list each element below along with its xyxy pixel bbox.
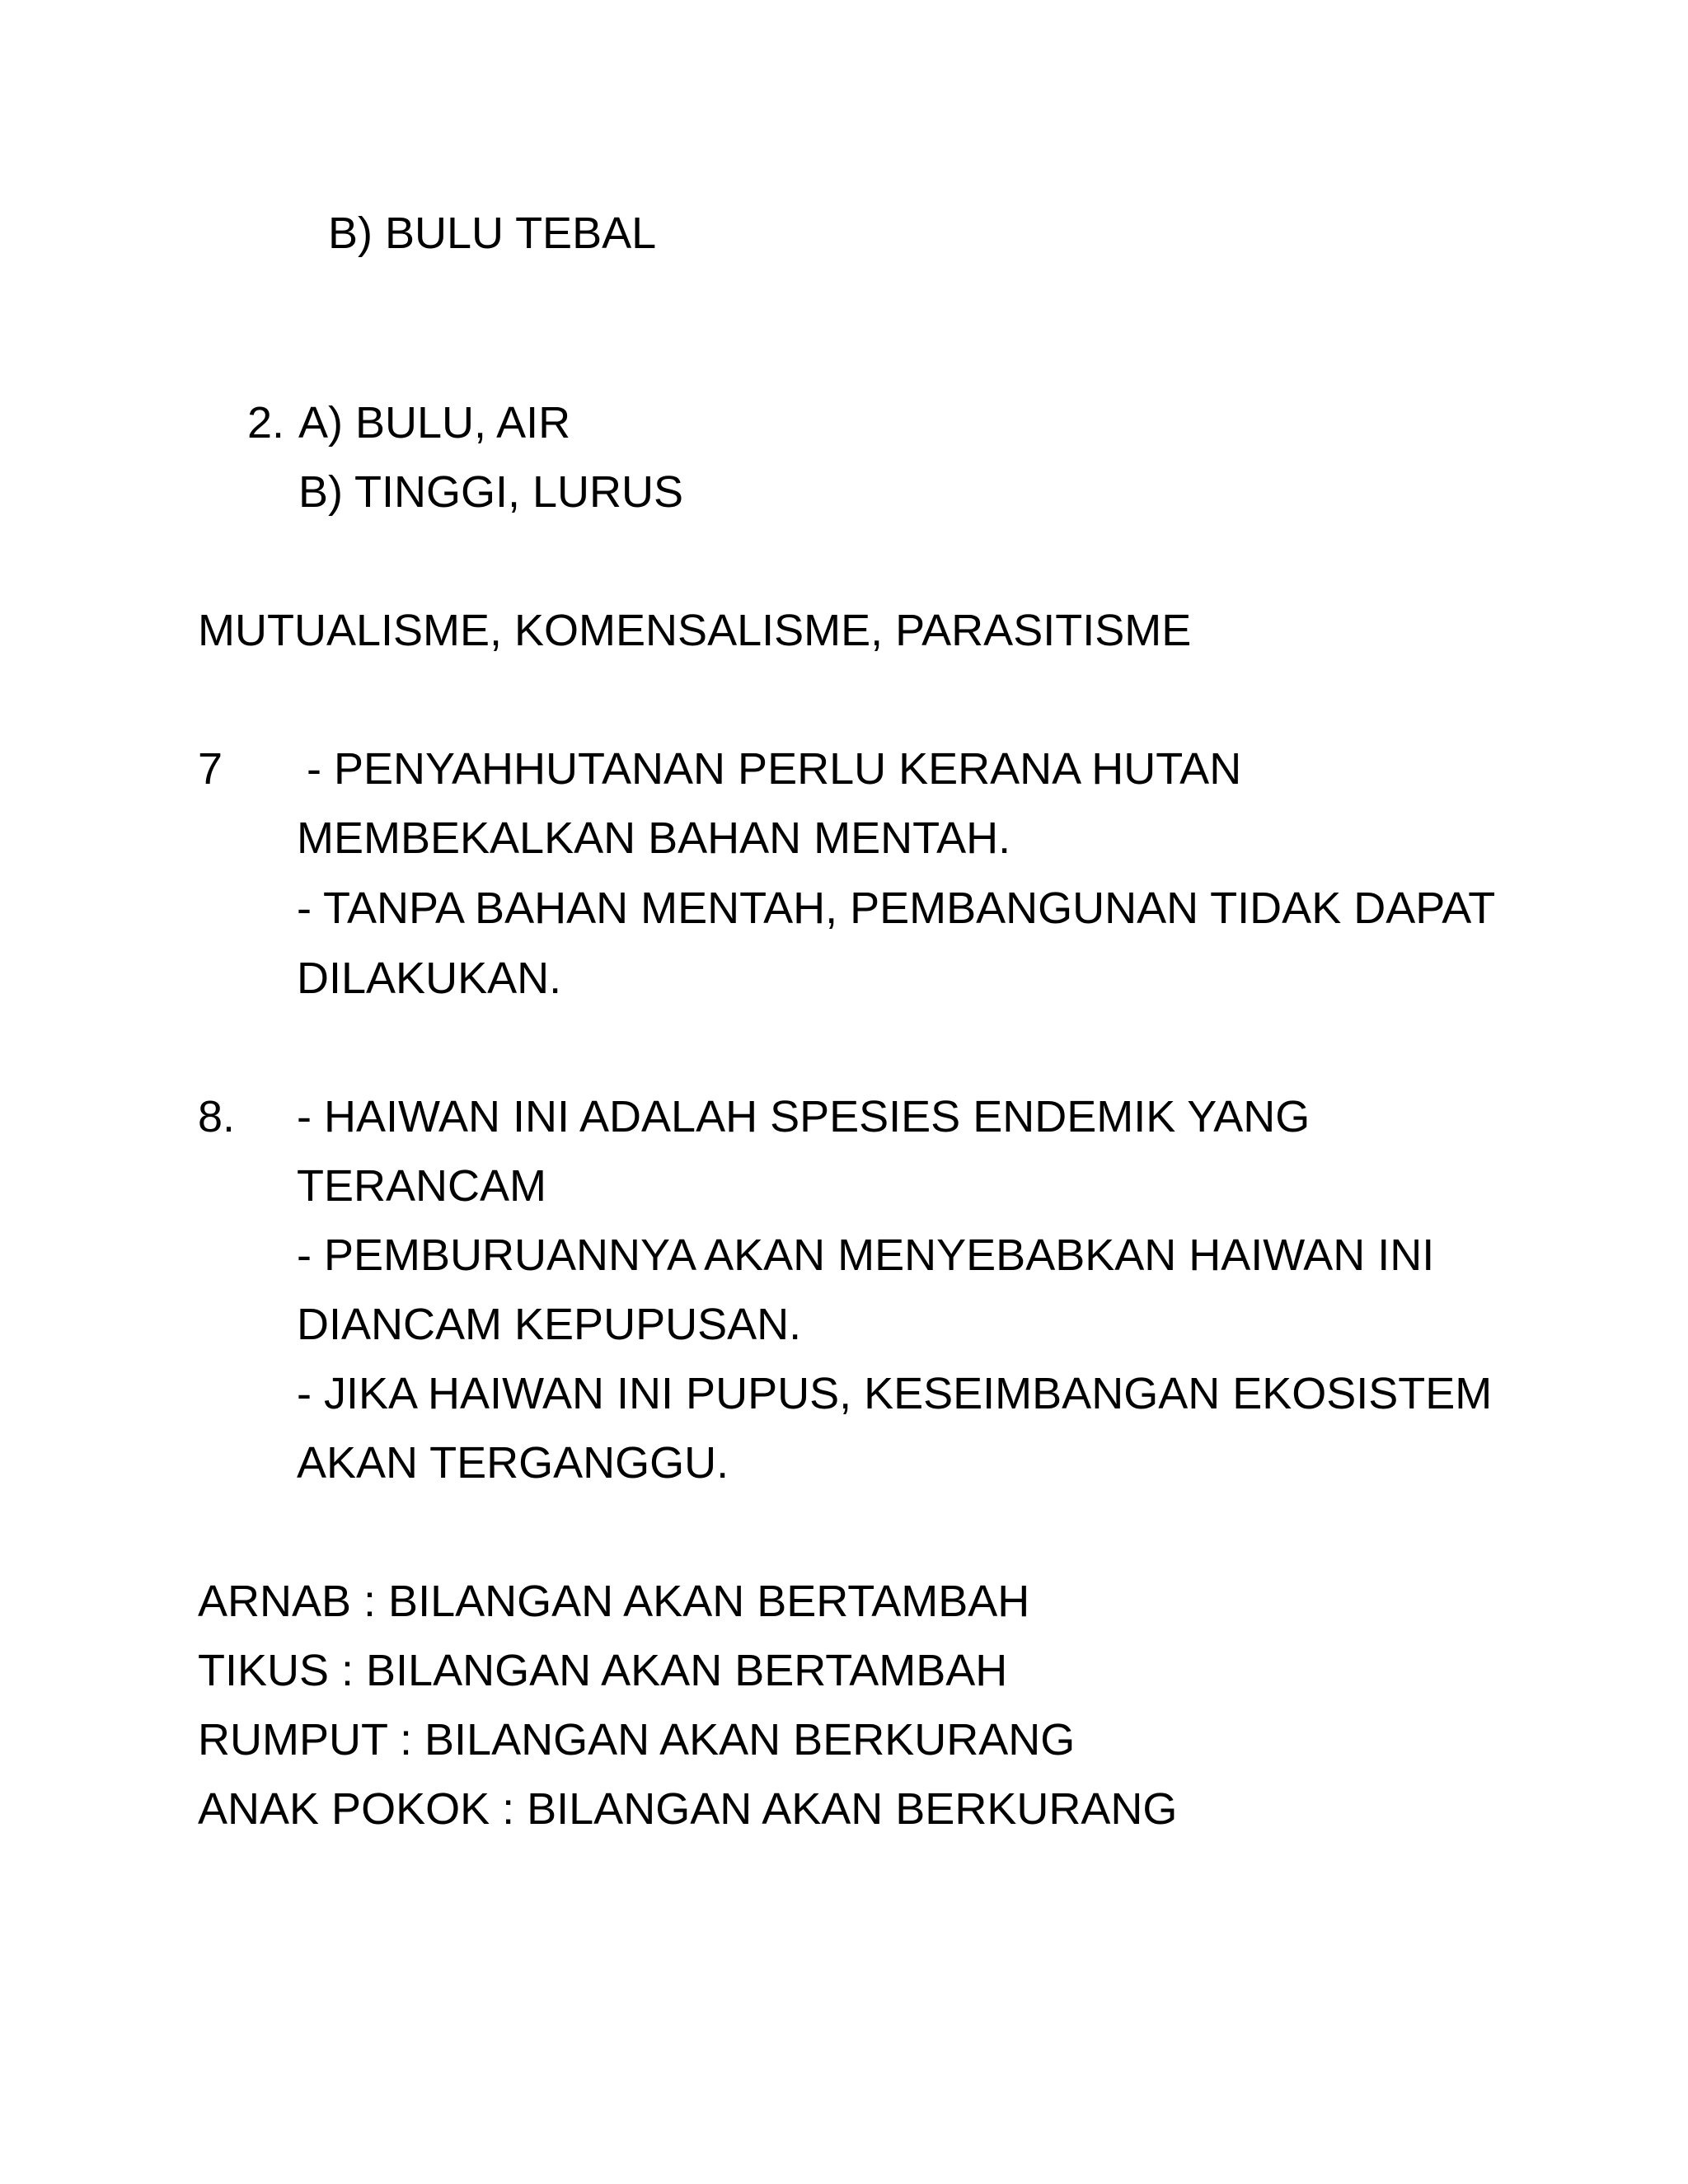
answer-8-line-6: AKAN TERGANGGU. [297,1438,729,1488]
answer-8-line-4: DIANCAM KEPUPUSAN. [297,1300,802,1349]
answer-7-line-2: MEMBEKALKAN BAHAN MENTAH. [297,813,1011,863]
answer-8-number: 8. [198,1092,236,1141]
answer-8-line-1: - HAIWAN INI ADALAH SPESIES ENDEMIK YANG [297,1092,1311,1141]
answer-2a: A) BULU, AIR [298,398,571,448]
answer-7-line-1: - PENYAHHUTANAN PERLU KERANA HUTAN [307,744,1242,794]
answer-interactions: MUTUALISME, KOMENSALISME, PARASITISME [198,606,1192,655]
population-anak-pokok: ANAK POKOK : BILANGAN AKAN BERKURANG [198,1784,1178,1834]
population-tikus: TIKUS : BILANGAN AKAN BERTAMBAH [198,1646,1008,1695]
answer-2-number: 2. [247,398,285,448]
answer-2b: B) TINGGI, LURUS [298,467,684,517]
answer-8-line-5: - JIKA HAIWAN INI PUPUS, KESEIMBANGAN EKOSISTEM [297,1369,1493,1418]
population-arnab: ARNAB : BILANGAN AKAN BERTAMBAH [198,1577,1030,1626]
population-rumput: RUMPUT : BILANGAN AKAN BERKURANG [198,1715,1076,1765]
answer-7-number: 7 [198,744,223,794]
answer-8-line-2: TERANCAM [297,1161,547,1211]
answer-8-line-3: - PEMBURUANNYA AKAN MENYEBABKAN HAIWAN INI [297,1230,1435,1280]
answer-7-line-3: - TANPA BAHAN MENTAH, PEMBANGUNAN TIDAK DAPAT [297,883,1496,933]
answer-7-line-4: DILAKUKAN. [297,954,562,1003]
answer-1b: B) BULU TEBAL [328,209,657,258]
